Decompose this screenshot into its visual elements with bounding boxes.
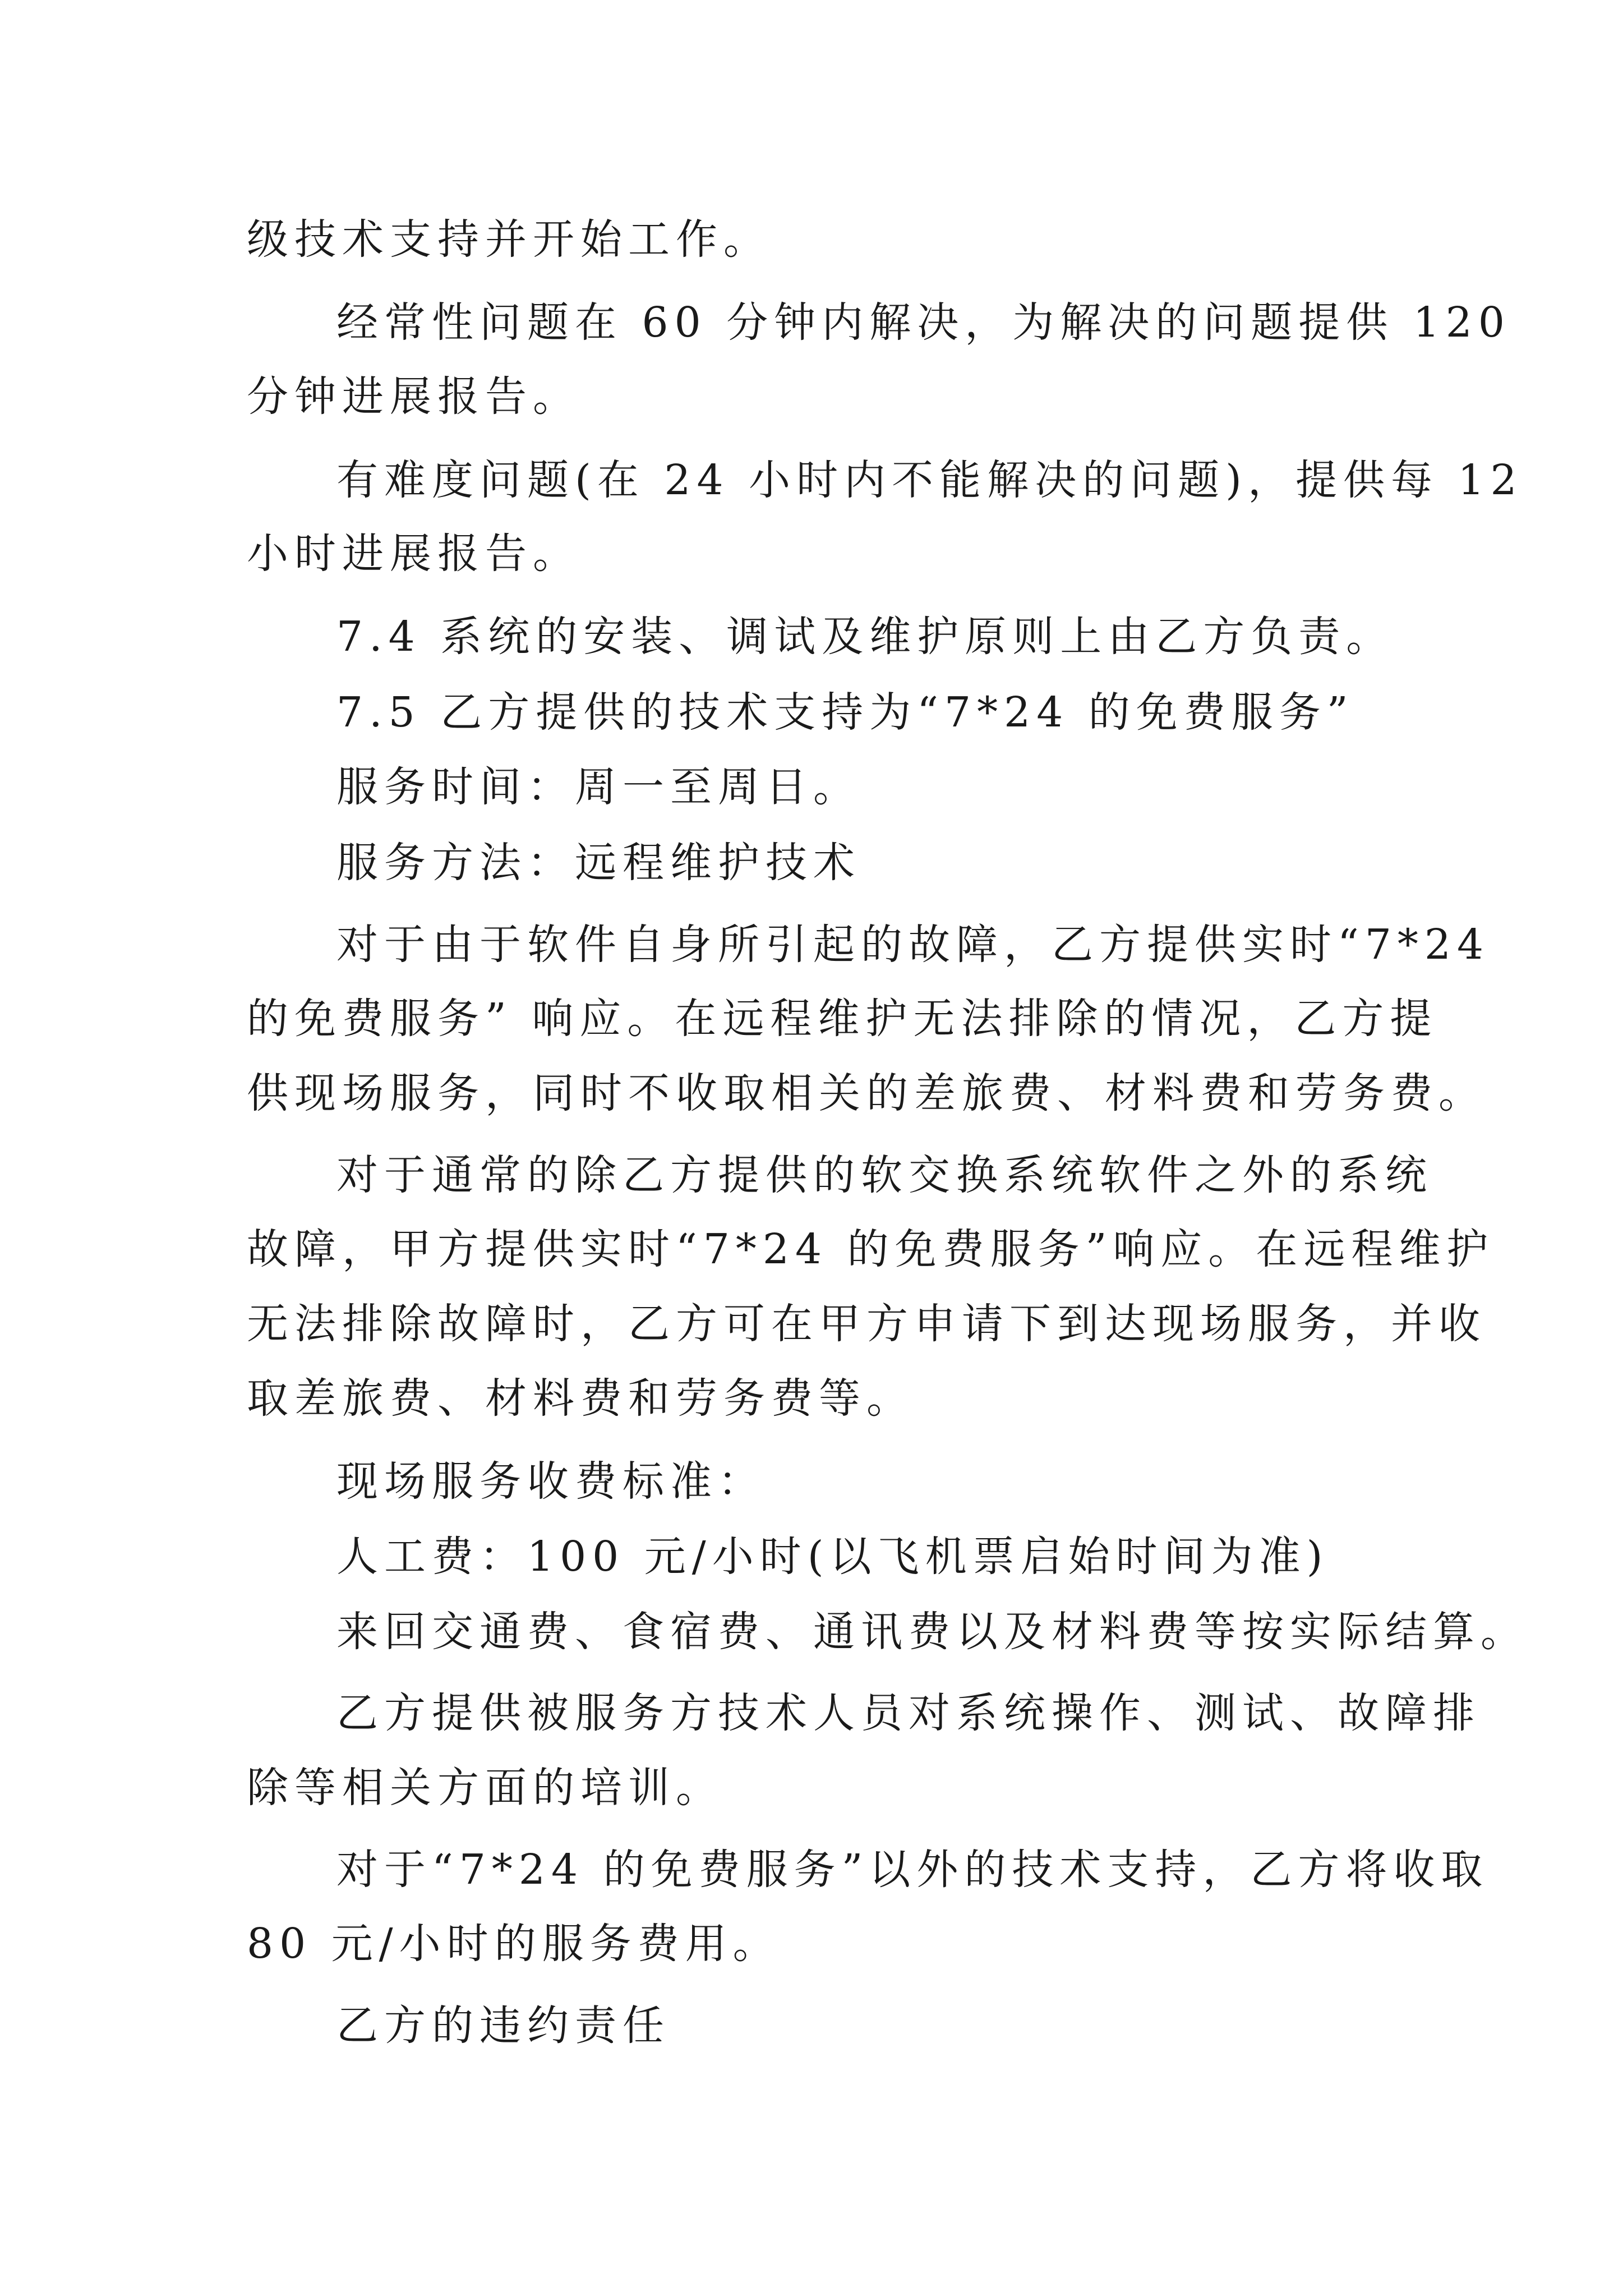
text-line: 来回交通费、食宿费、通讯费以及材料费等按实际结算。 bbox=[336, 1608, 1528, 1656]
text-line: 取差旅费、材料费和劳务费等。 bbox=[247, 1374, 914, 1423]
text-line: 的免费服务” 响应。在远程维护无法排除的情况，乙方提 bbox=[247, 995, 1438, 1043]
text-line: 现场服务收费标准： bbox=[336, 1457, 766, 1506]
text-line: 有难度问题(在 24 小时内不能解决的问题)，提供每 12 bbox=[336, 456, 1523, 504]
text-line: 人工费：100 元/小时(以飞机票启始时间为准) bbox=[336, 1533, 1329, 1581]
text-line: 对于通常的除乙方提供的软交换系统软件之外的系统 bbox=[336, 1151, 1433, 1199]
text-line: 7.4 系统的安装、调试及维护原则上由乙方负责。 bbox=[336, 613, 1394, 661]
text-line: 服务时间：周一至周日。 bbox=[336, 763, 861, 811]
text-line: 分钟进展报告。 bbox=[247, 372, 580, 421]
text-line: 无法排除故障时，乙方可在甲方申请下到达现场服务，并收 bbox=[247, 1300, 1486, 1348]
text-line: 服务方法：远程维护技术 bbox=[336, 839, 861, 887]
text-line: 供现场服务，同时不收取相关的差旅费、材料费和劳务费。 bbox=[247, 1069, 1486, 1117]
text-line: 级技术支持并开始工作。 bbox=[247, 215, 771, 264]
text-line: 对于“7*24 的免费服务”以外的技术支持，乙方将收取 bbox=[336, 1846, 1489, 1894]
text-line: 80 元/小时的服务费用。 bbox=[247, 1920, 781, 1968]
text-line: 7.5 乙方提供的技术支持为“7*24 的免费服务” bbox=[336, 688, 1354, 737]
text-line: 小时进展报告。 bbox=[247, 530, 580, 578]
text-line: 乙方的违约责任 bbox=[336, 2001, 670, 2050]
text-line: 经常性问题在 60 分钟内解决，为解决的问题提供 120 bbox=[336, 298, 1511, 347]
text-line: 对于由于软件自身所引起的故障，乙方提供实时“7*24 bbox=[336, 921, 1490, 969]
text-line: 乙方提供被服务方技术人员对系统操作、测试、故障排 bbox=[336, 1689, 1481, 1737]
text-line: 故障，甲方提供实时“7*24 的免费服务”响应。在远程维护 bbox=[247, 1225, 1495, 1273]
text-line: 除等相关方面的培训。 bbox=[247, 1764, 723, 1812]
